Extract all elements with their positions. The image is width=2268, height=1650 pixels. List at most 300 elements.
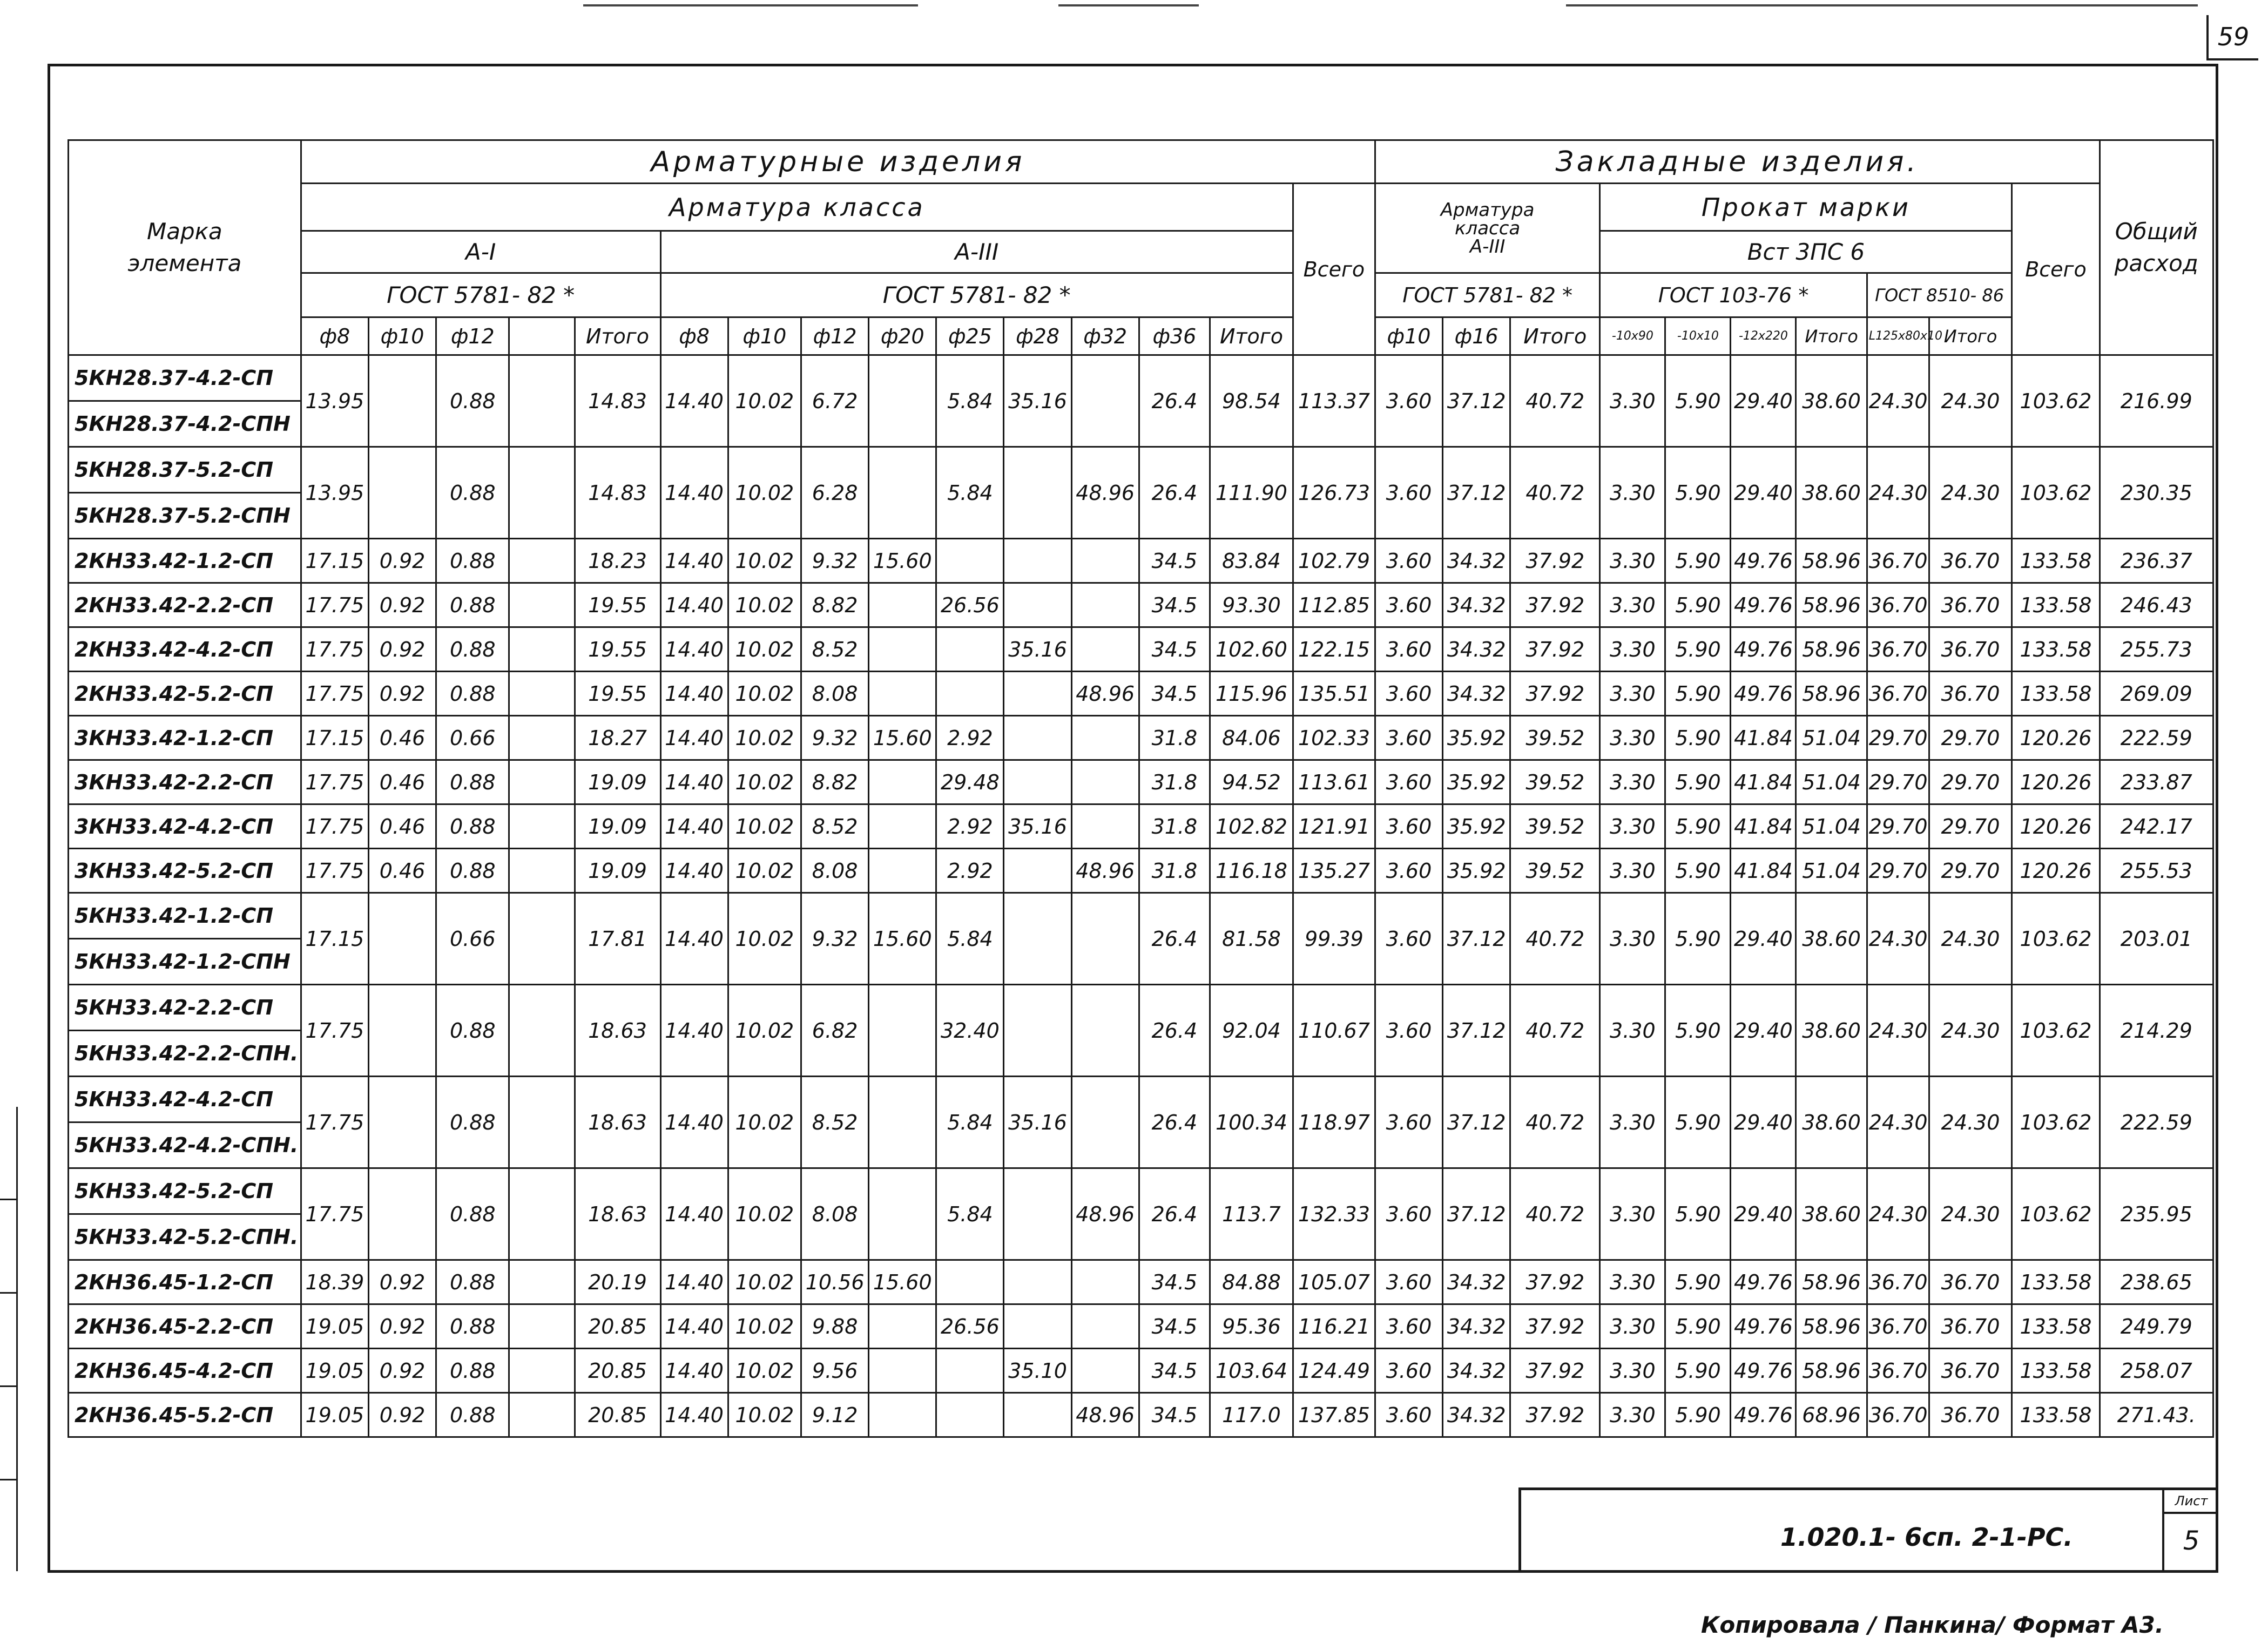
cell-value: 24.30: [1867, 1077, 1929, 1168]
cell-value: 133.58: [2012, 672, 2100, 716]
cell-value: 15.60: [869, 893, 936, 985]
cell-value: 116.21: [1293, 1304, 1375, 1349]
cell-value: [509, 447, 575, 539]
cell-value: 29.40: [1731, 985, 1796, 1077]
cell-value: 14.40: [660, 627, 728, 672]
cell-value: [509, 1349, 575, 1393]
cell-value: 37.92: [1510, 1304, 1600, 1349]
cell-value: [1071, 760, 1139, 804]
header-emb-a3: А-III: [1469, 235, 1506, 258]
cell-value: [1004, 672, 1071, 716]
cell-value: [509, 1393, 575, 1437]
cell-value: 20.85: [575, 1304, 660, 1349]
cell-value: 6.72: [801, 355, 869, 447]
cell-value: 51.04: [1796, 760, 1867, 804]
cell-value: 113.37: [1293, 355, 1375, 447]
cell-value: 14.40: [660, 804, 728, 849]
cell-value: 34.5: [1139, 583, 1210, 627]
cell-value: 35.16: [1004, 1077, 1071, 1168]
cell-value: 36.70: [1867, 539, 1929, 583]
cell-value: 40.72: [1510, 893, 1600, 985]
cell-value: [869, 804, 936, 849]
cell-value: 3.60: [1375, 893, 1442, 985]
cell-value: 48.96: [1071, 672, 1139, 716]
cell-value: 271.43.: [2100, 1393, 2213, 1437]
cell-value: 49.76: [1731, 1349, 1796, 1393]
cell-value: [869, 672, 936, 716]
col-rolled-total: Итого: [1796, 317, 1867, 355]
cell-value: 39.52: [1510, 760, 1600, 804]
cell-value: 0.88: [436, 1393, 509, 1437]
cell-value: 36.70: [1867, 1349, 1929, 1393]
cell-value: 10.56: [801, 1260, 869, 1304]
cell-value: 124.49: [1293, 1349, 1375, 1393]
cell-value: 222.59: [2100, 716, 2213, 760]
table-row: [69, 849, 2213, 893]
col-a3-f28: ф28: [1004, 317, 1071, 355]
cell-value: [1004, 1260, 1071, 1304]
cell-value: 14.40: [660, 716, 728, 760]
cell-value: 17.75: [301, 1077, 368, 1168]
cell-value: [869, 849, 936, 893]
cell-value: [1004, 893, 1071, 985]
cell-value: 34.5: [1139, 1260, 1210, 1304]
cell-value: 3.60: [1375, 583, 1442, 627]
cell-value: 84.88: [1210, 1260, 1293, 1304]
cell-value: 6.82: [801, 985, 869, 1077]
cell-value: 10.02: [728, 539, 801, 583]
cell-value: 36.70: [1867, 1393, 1929, 1437]
cell-value: 37.12: [1443, 447, 1510, 539]
cell-value: 34.5: [1139, 1304, 1210, 1349]
cell-value: 3.30: [1600, 804, 1665, 849]
cell-value: 3.30: [1600, 1260, 1665, 1304]
cell-value: 17.75: [301, 985, 368, 1077]
cell-value: 10.02: [728, 985, 801, 1077]
cell-value: 2.92: [936, 716, 1004, 760]
cell-value: 135.27: [1293, 849, 1375, 893]
element-mark: 5КН28.37-4.2-СП: [69, 355, 301, 401]
col-a3-total: Итого: [1210, 317, 1293, 355]
col-a1-total: Итого: [575, 317, 660, 355]
cell-value: 0.88: [436, 985, 509, 1077]
cell-value: [936, 1260, 1004, 1304]
cell-value: 99.39: [1293, 893, 1375, 985]
element-mark: 5КН33.42-2.2-СПН.: [69, 1031, 301, 1077]
cell-value: [509, 985, 575, 1077]
cell-value: 17.75: [301, 1168, 368, 1260]
cell-value: 29.70: [1929, 716, 2012, 760]
page-number: [2206, 15, 2258, 60]
element-mark: 3КН33.42-5.2-СП: [69, 849, 301, 893]
cell-value: 137.85: [1293, 1393, 1375, 1437]
cell-value: 0.88: [436, 804, 509, 849]
col-a3-f32: ф32: [1071, 317, 1139, 355]
cell-value: 51.04: [1796, 804, 1867, 849]
element-mark: 5КН28.37-5.2-СП: [69, 447, 301, 493]
cell-value: 19.55: [575, 627, 660, 672]
cell-value: 14.40: [660, 672, 728, 716]
cell-value: 10.02: [728, 760, 801, 804]
cell-value: 236.37: [2100, 539, 2213, 583]
cell-value: 0.88: [436, 627, 509, 672]
cell-value: 112.85: [1293, 583, 1375, 627]
cell-value: 38.60: [1796, 893, 1867, 985]
cell-value: [1004, 716, 1071, 760]
document-code: 1.020.1- 6сп. 2-1-РС.: [1780, 1523, 2073, 1552]
element-mark: 5КН28.37-5.2-СПН: [69, 493, 301, 539]
cell-value: 135.51: [1293, 672, 1375, 716]
cell-value: [1071, 893, 1139, 985]
cell-value: [368, 1077, 436, 1168]
cell-value: [869, 1349, 936, 1393]
cell-value: [1004, 583, 1071, 627]
cell-value: 14.40: [660, 1260, 728, 1304]
cell-value: [1004, 1304, 1071, 1349]
cell-value: 39.52: [1510, 804, 1600, 849]
cell-value: 0.88: [436, 672, 509, 716]
cell-value: 51.04: [1796, 716, 1867, 760]
reinforcement-table: [68, 139, 2214, 1438]
cell-value: 0.66: [436, 716, 509, 760]
cell-value: 238.65: [2100, 1260, 2213, 1304]
cell-value: 0.88: [436, 539, 509, 583]
cell-value: 3.60: [1375, 672, 1442, 716]
cell-value: 113.61: [1293, 760, 1375, 804]
cell-value: 126.73: [1293, 447, 1375, 539]
table-row: [69, 1304, 2213, 1349]
cell-value: 31.8: [1139, 804, 1210, 849]
cell-value: 34.32: [1443, 583, 1510, 627]
header-mark-text: Марка элемента: [127, 218, 242, 276]
cell-value: 18.63: [575, 1168, 660, 1260]
header-class-a3: А-III: [660, 231, 1293, 273]
cell-value: 5.90: [1665, 1168, 1731, 1260]
cell-value: 3.30: [1600, 672, 1665, 716]
element-mark: 2КН36.45-2.2-СП: [69, 1304, 301, 1349]
cell-value: [936, 539, 1004, 583]
cell-value: 35.16: [1004, 627, 1071, 672]
cell-value: 3.30: [1600, 1168, 1665, 1260]
cell-value: [869, 760, 936, 804]
table-row: [69, 1349, 2213, 1393]
element-mark: 5КН33.42-4.2-СПН.: [69, 1122, 301, 1168]
cell-value: [869, 583, 936, 627]
cell-value: [869, 627, 936, 672]
cell-value: [509, 849, 575, 893]
cell-value: 14.40: [660, 539, 728, 583]
cell-value: 34.32: [1443, 1304, 1510, 1349]
header-rolled: Прокат марки: [1600, 184, 2012, 231]
cell-value: 133.58: [2012, 1349, 2100, 1393]
cell-value: 40.72: [1510, 447, 1600, 539]
cell-value: 10.02: [728, 447, 801, 539]
cell-value: 20.85: [575, 1393, 660, 1437]
cell-value: 102.60: [1210, 627, 1293, 672]
cell-value: 26.56: [936, 583, 1004, 627]
cell-value: 14.40: [660, 447, 728, 539]
cell-value: 15.60: [869, 716, 936, 760]
col-angle-total: Итого: [1929, 317, 2012, 355]
cell-value: 133.58: [2012, 1260, 2100, 1304]
table-row: [69, 627, 2213, 672]
table-row: [69, 583, 2213, 627]
cell-value: 5.90: [1665, 672, 1731, 716]
cell-value: 10.02: [728, 672, 801, 716]
cell-value: 0.92: [368, 627, 436, 672]
cell-value: 8.82: [801, 583, 869, 627]
cell-value: [1004, 849, 1071, 893]
cell-value: 103.62: [2012, 893, 2100, 985]
cell-value: 40.72: [1510, 1077, 1600, 1168]
cell-value: 35.92: [1443, 804, 1510, 849]
cell-value: 0.88: [436, 1077, 509, 1168]
cell-value: 29.70: [1867, 716, 1929, 760]
cell-value: 18.39: [301, 1260, 368, 1304]
cell-value: 115.96: [1210, 672, 1293, 716]
element-mark: 5КН33.42-5.2-СПН.: [69, 1214, 301, 1260]
cell-value: 17.75: [301, 583, 368, 627]
cell-value: 49.76: [1731, 1393, 1796, 1437]
cell-value: 8.52: [801, 1077, 869, 1168]
cell-value: 5.90: [1665, 893, 1731, 985]
cell-value: 5.90: [1665, 804, 1731, 849]
cell-value: 9.56: [801, 1349, 869, 1393]
table-row: [69, 355, 2213, 401]
cell-value: 24.30: [1867, 1168, 1929, 1260]
cell-value: 34.32: [1443, 539, 1510, 583]
cell-value: [1004, 1393, 1071, 1437]
cell-value: 3.60: [1375, 539, 1442, 583]
cell-value: 103.64: [1210, 1349, 1293, 1393]
header-steel: Вст 3ПС 6: [1600, 231, 2012, 273]
cell-value: 10.02: [728, 1304, 801, 1349]
cell-value: 95.36: [1210, 1304, 1293, 1349]
element-mark: 2КН36.45-1.2-СП: [69, 1260, 301, 1304]
cell-value: [509, 804, 575, 849]
element-mark: 5КН33.42-2.2-СП: [69, 985, 301, 1031]
cell-value: 34.32: [1443, 1260, 1510, 1304]
cell-value: 35.16: [1004, 804, 1071, 849]
table-row: [69, 672, 2213, 716]
cell-value: 120.26: [2012, 804, 2100, 849]
cell-value: 249.79: [2100, 1304, 2213, 1349]
cell-value: 37.12: [1443, 893, 1510, 985]
cell-value: 29.48: [936, 760, 1004, 804]
cell-value: 29.70: [1867, 849, 1929, 893]
cell-value: 14.40: [660, 355, 728, 447]
cell-value: [869, 985, 936, 1077]
cell-value: 40.72: [1510, 355, 1600, 447]
table-row: [69, 804, 2213, 849]
cell-value: [1071, 539, 1139, 583]
table-row: [69, 447, 2213, 493]
cell-value: 36.70: [1929, 672, 2012, 716]
cell-value: 10.02: [728, 1393, 801, 1437]
cell-value: 0.46: [368, 849, 436, 893]
cell-value: 113.7: [1210, 1168, 1293, 1260]
footer-note: Копировала / Панкина/ Формат А3.: [1701, 1612, 2164, 1638]
cell-value: 133.58: [2012, 627, 2100, 672]
cell-value: 19.05: [301, 1349, 368, 1393]
cell-value: 24.30: [1929, 1077, 2012, 1168]
cell-value: 26.4: [1139, 985, 1210, 1077]
cell-value: 3.60: [1375, 1304, 1442, 1349]
cell-value: 58.96: [1796, 1349, 1867, 1393]
cell-value: 36.70: [1867, 672, 1929, 716]
cell-value: 29.70: [1867, 760, 1929, 804]
cell-value: [1004, 1168, 1071, 1260]
sheet-label: Лист: [2164, 1490, 2218, 1514]
cell-value: 5.90: [1665, 1260, 1731, 1304]
cell-value: 5.90: [1665, 627, 1731, 672]
cell-value: 24.30: [1867, 447, 1929, 539]
cell-value: 17.75: [301, 627, 368, 672]
cell-value: 24.30: [1929, 355, 2012, 447]
cell-value: [509, 760, 575, 804]
cell-value: 233.87: [2100, 760, 2213, 804]
cell-value: 37.92: [1510, 1260, 1600, 1304]
cell-value: 24.30: [1929, 447, 2012, 539]
cell-value: 0.88: [436, 1168, 509, 1260]
cell-value: 10.02: [728, 355, 801, 447]
cell-value: 3.60: [1375, 627, 1442, 672]
cell-value: 3.60: [1375, 716, 1442, 760]
cell-value: 103.62: [2012, 1077, 2100, 1168]
cell-value: 36.70: [1929, 1304, 2012, 1349]
cell-value: [509, 716, 575, 760]
cell-value: 5.84: [936, 1077, 1004, 1168]
element-mark: 2КН33.42-1.2-СП: [69, 539, 301, 583]
cell-value: 117.0: [1210, 1393, 1293, 1437]
cell-value: 35.92: [1443, 760, 1510, 804]
cell-value: 24.30: [1867, 355, 1929, 447]
cell-value: 10.02: [728, 849, 801, 893]
header-gost-a1: ГОСТ 5781- 82 *: [301, 273, 660, 317]
cell-value: 102.79: [1293, 539, 1375, 583]
element-mark: 2КН36.45-5.2-СП: [69, 1393, 301, 1437]
cell-value: 10.02: [728, 627, 801, 672]
cell-value: 10.02: [728, 804, 801, 849]
cell-value: 14.40: [660, 1304, 728, 1349]
cell-value: 116.18: [1210, 849, 1293, 893]
cell-value: 17.81: [575, 893, 660, 985]
cell-value: 103.62: [2012, 355, 2100, 447]
cell-value: 10.02: [728, 1077, 801, 1168]
cell-value: 31.8: [1139, 716, 1210, 760]
cell-value: 29.40: [1731, 1168, 1796, 1260]
cell-value: [509, 1304, 575, 1349]
element-mark: 2КН33.42-5.2-СП: [69, 672, 301, 716]
table-row: [69, 1077, 2213, 1122]
cell-value: 19.09: [575, 760, 660, 804]
cell-value: 17.15: [301, 893, 368, 985]
cell-value: 0.46: [368, 716, 436, 760]
header-embedded-items: Закладные изделия.: [1375, 140, 2100, 184]
cell-value: 68.96: [1796, 1393, 1867, 1437]
cell-value: 3.30: [1600, 893, 1665, 985]
cell-value: 3.60: [1375, 1393, 1442, 1437]
cell-value: 103.62: [2012, 985, 2100, 1077]
cell-value: 94.52: [1210, 760, 1293, 804]
cell-value: 37.12: [1443, 1168, 1510, 1260]
cell-value: 5.90: [1665, 760, 1731, 804]
cell-value: 5.90: [1665, 849, 1731, 893]
cell-value: 37.92: [1510, 539, 1600, 583]
cell-value: 0.46: [368, 804, 436, 849]
cell-value: 37.92: [1510, 1349, 1600, 1393]
sheet-value: 5: [2183, 1526, 2200, 1556]
cell-value: 8.08: [801, 672, 869, 716]
cell-value: 5.90: [1665, 583, 1731, 627]
cell-value: 18.63: [575, 985, 660, 1077]
cell-value: 49.76: [1731, 1260, 1796, 1304]
cell-value: 102.82: [1210, 804, 1293, 849]
cell-value: [509, 1168, 575, 1260]
cell-value: [1071, 355, 1139, 447]
cell-value: 35.92: [1443, 716, 1510, 760]
cell-value: [509, 355, 575, 447]
cell-value: 34.5: [1139, 1393, 1210, 1437]
cell-value: 5.90: [1665, 1349, 1731, 1393]
table-row: [69, 539, 2213, 583]
col-a1-f12: ф12: [436, 317, 509, 355]
page-number-text: 59: [2217, 22, 2250, 51]
cell-value: 24.30: [1929, 893, 2012, 985]
cell-value: 0.88: [436, 1260, 509, 1304]
cell-value: 2.92: [936, 849, 1004, 893]
cell-value: 18.27: [575, 716, 660, 760]
cell-value: [1004, 760, 1071, 804]
cell-value: 38.60: [1796, 1077, 1867, 1168]
cell-value: 0.92: [368, 539, 436, 583]
cell-value: 24.30: [1867, 985, 1929, 1077]
cell-value: [1071, 1260, 1139, 1304]
cell-value: [1071, 583, 1139, 627]
col-a3-f8: ф8: [660, 317, 728, 355]
cell-value: 255.73: [2100, 627, 2213, 672]
cell-value: 3.60: [1375, 1077, 1442, 1168]
cell-value: 3.60: [1375, 985, 1442, 1077]
cell-value: 41.84: [1731, 716, 1796, 760]
col-a3-f20: ф20: [869, 317, 936, 355]
cell-value: 100.34: [1210, 1077, 1293, 1168]
table-row: [69, 760, 2213, 804]
col-rolled-10x10: -10х10: [1665, 317, 1731, 355]
cell-value: 37.92: [1510, 1393, 1600, 1437]
cell-value: [509, 1260, 575, 1304]
cell-value: 14.83: [575, 355, 660, 447]
cell-value: 36.70: [1867, 1304, 1929, 1349]
cell-value: 34.5: [1139, 672, 1210, 716]
cell-value: 3.60: [1375, 1349, 1442, 1393]
cell-value: 19.05: [301, 1393, 368, 1437]
cell-value: 58.96: [1796, 583, 1867, 627]
element-mark: 5КН33.42-1.2-СП: [69, 893, 301, 939]
cell-value: 103.62: [2012, 447, 2100, 539]
cell-value: [509, 672, 575, 716]
cell-value: 26.4: [1139, 355, 1210, 447]
cell-value: 35.10: [1004, 1349, 1071, 1393]
cell-value: 230.35: [2100, 447, 2213, 539]
cell-value: 48.96: [1071, 1393, 1139, 1437]
cell-value: 9.32: [801, 893, 869, 985]
cell-value: 10.02: [728, 1260, 801, 1304]
cell-value: 0.46: [368, 760, 436, 804]
cell-value: 39.52: [1510, 716, 1600, 760]
cell-value: 29.70: [1929, 804, 2012, 849]
cell-value: 203.01: [2100, 893, 2213, 985]
